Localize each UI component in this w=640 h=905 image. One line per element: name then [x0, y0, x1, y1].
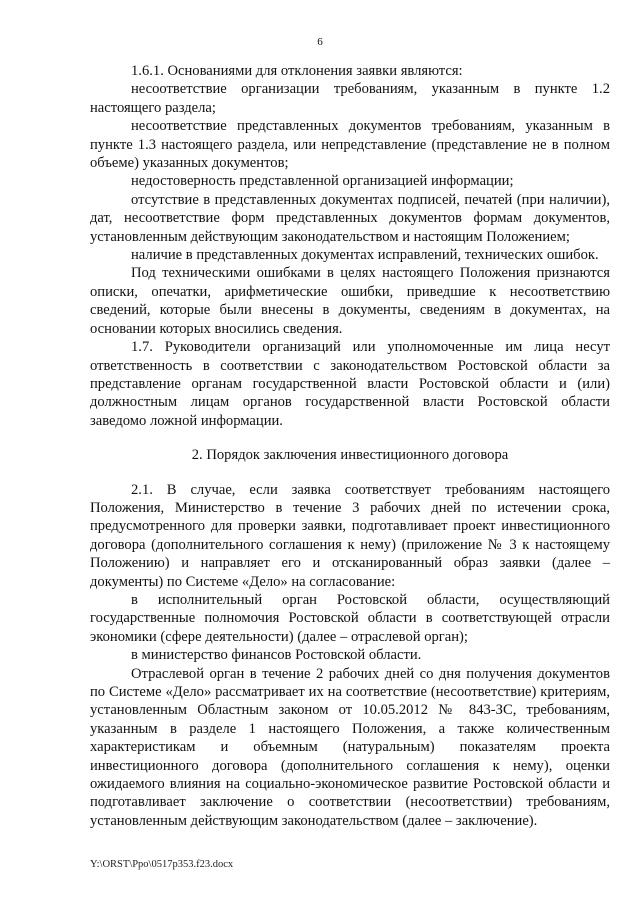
- paragraph-sector-body-review: Отраслевой орган в течение 2 рабочих дней со дня получения документов по Системе «Дело» рассматривает их на соответствие (несоответствие) критериям, установленным Областным законом от 10.05.2012 № 843-ЗС, требованиям, указанным в разделе 1 настоящего Положения, а также количественным характеристикам и объемным (натуральным) показателям проекта инвестиционного договора (дополнительного соглашения к нему), оценки ожидаемого влияния на социально-экономическое развитие Ростовской области и подготавливает заключение о соответствии (несоответствии) требованиям, установленным действующим законодательством (далее – заключение).: [90, 665, 610, 829]
- footer-file-path: Y:\ORST\Ppo\0517p353.f23.docx: [90, 859, 234, 870]
- list-item-corrections: наличие в представленных документах исправлений, технических ошибок.: [131, 247, 599, 264]
- page-number: 6: [317, 36, 323, 48]
- document-body: [90, 62, 610, 830]
- paragraph-1-6-1: 1.6.1. Основаниями для отклонения заявки являются:: [131, 63, 463, 79]
- paragraph-technical-errors: Под техническими ошибками в целях настоящего Положения признаются описки, опечатки, арифметические ошибки, приведшие к несоответствию сведений, которые были внесены в документы, сведениям в документах, на основании которых вносились сведения.: [90, 265, 610, 337]
- list-item-org-mismatch: несоответствие организации требованиям, указанным в пункте 1.2 настоящего раздела;: [90, 81, 610, 116]
- list-item-false-info: недостоверность представленной организацией информации;: [131, 173, 514, 190]
- paragraph-2-1: 2.1. В случае, если заявка соответствует требованиям настоящего Положения, Министерство в течение 3 рабочих дней по истечении срока, предусмотренного для проверки заявки, подготавливает проект инвестиционного договора (дополнительного соглашения к нему) (приложение № 3 к настоящему Положению) и направляет его и отсканированный образ заявки (далее – документы) по Системе «Дело» на согласование:: [90, 481, 610, 590]
- list-item-finance-ministry: в министерство финансов Ростовской области.: [131, 647, 422, 664]
- list-item-executive-body: в исполнительный орган Ростовской области, осуществляющий государственные полномочия Ростовской области в соответствующей отрасли экономики (сфере деятельности) (далее – отраслевой орган);: [90, 591, 610, 645]
- paragraph-1-7: 1.7. Руководители организаций или уполномоченные им лица несут ответственность в соответствии с законодательством Ростовской области за представление органам государственной власти Ростовской области и (или) должностным лицам органов государственной власти Ростовской области заведомо ложной информации.: [90, 339, 610, 429]
- list-item-missing-signatures: отсутствие в представленных документах подписей, печатей (при наличии), дат, несоответствие форм представленных документов формам документов, установленным действующим законодательством и настоящим Положением;: [90, 191, 610, 245]
- list-item-docs-mismatch: несоответствие представленных документов требованиям, указанным в пункте 1.3 настоящего раздела, или непредставление (представление не в полном объеме) указанных документов;: [90, 118, 610, 172]
- section-2-heading: 2. Порядок заключения инвестиционного договора: [191, 447, 509, 464]
